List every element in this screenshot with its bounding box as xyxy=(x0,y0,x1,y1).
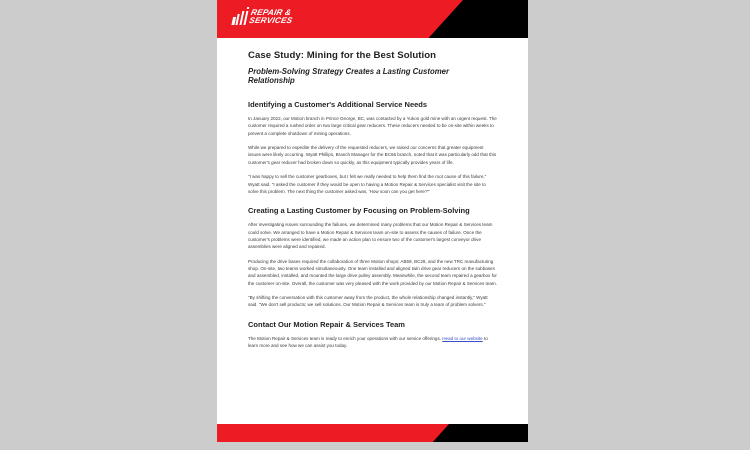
page-bottom-margin xyxy=(217,408,528,424)
footer-red-shape xyxy=(217,424,449,442)
logo-bars-icon xyxy=(231,10,248,25)
page-footer-band xyxy=(217,424,528,442)
logo-line-1: REPAIR & xyxy=(250,8,293,17)
page-title: Case Study: Mining for the Best Solution xyxy=(248,50,437,61)
website-link[interactable]: Head to our website xyxy=(442,335,483,341)
paragraph: In January 2022, our Motion branch in Prince George, BC, was contacted by a Yukon gold mine with an urgent request. The customer required a rushed order on two large critical gear reducers. These reducers needed to be on-site within weeks to prevent a complete shutdown of mining operations. xyxy=(248,116,497,136)
contact-text-after-link: to learn more and see how we can assist you today. xyxy=(248,335,488,349)
logo-line-2: SERVICES xyxy=(248,16,294,26)
page-subtitle: Problem-Solving Strategy Creates a Lasting Customer Relationship xyxy=(248,67,450,85)
paragraph: After investigating issues surrounding the failures, we determined many problems that our Motion Repair & Services team could solve. We arranged to have a Motion Repair & Services team on-site to assess the causes of failure. Once the customer's problems were identified, we made an action plan to ensure two of the customer's largest conveyor drive assemblies were aligned and repaired. xyxy=(248,222,493,250)
paragraph: "By shifting the conversation with this customer away from the product, the whole relationship changed instantly," Wyatt said. "We don't sell products; we sell solutions. Our Motion Repair & Services team is truly a team of problem solvers." xyxy=(248,295,488,308)
contact-paragraph xyxy=(248,335,497,350)
logo-dot-icon xyxy=(246,7,249,10)
document-page xyxy=(217,0,528,442)
contact-text-before-link: The Motion Repair & Services team is ready to enrich your operations with our service offerings. xyxy=(248,335,443,341)
paragraph: "I was happy to sell the customer gearboxes, but I felt we really needed to help them find the root cause of this failure," Wyatt said. "I asked the customer if they would be open to having a Motion Repair & Services specialist visit the site to solve this problem. The next thing the customer asked was, 'How soon can you get here?'" xyxy=(248,174,487,194)
document-content xyxy=(217,38,528,350)
paragraph: While we prepared to expedite the delivery of the requested reducers, we raised our concerns that greater equipment issues were likely occurring. Wyatt Phillips, Branch Manager for the BC65 branch, noted that it was particularly odd that this customer's gear reducer had broken down so quickly, as this equipment typically provides years of life. xyxy=(248,145,497,165)
contact-heading: Contact Our Motion Repair & Services Team xyxy=(248,319,405,329)
page-header-band xyxy=(217,0,528,38)
paragraph: Producing the drive bases required the collaboration of three Motion shops: AB59, BC28, and the new TRC manufacturing shop. On-site, two teams worked simultaneously. One team installed and aligned twin drive gear reducers on the subbases and assembled, installed, and mounted the large drive pulley assembly. Meanwhile, the second team repaired a gearbox for the customer on-site. Overall, the customer was very pleased with the work provided by our Motion Repair & Services team. xyxy=(248,258,497,286)
logo-wordmark xyxy=(248,9,295,26)
section-heading-1: Identifying a Customer's Additional Service Needs xyxy=(248,100,428,109)
section-heading-2: Creating a Lasting Customer by Focusing on Problem-Solving xyxy=(248,206,470,216)
brand-logo xyxy=(233,9,293,26)
